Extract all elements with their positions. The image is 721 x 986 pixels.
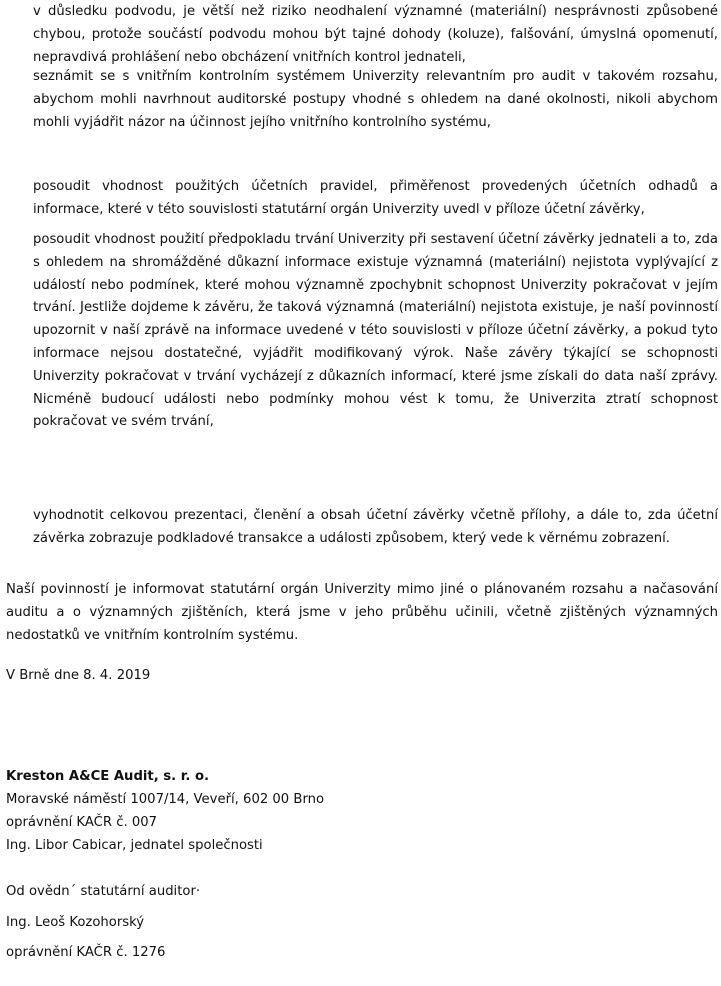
bullet-item-5: vyhodnotit celkovou prezentaci, členění a obsah účetní závěrky včetně přílohy, a dále to, zda účetní závěrka zobrazuje podkladové transakce a události způsobem, který vede k věrnému zobrazení.	[33, 508, 718, 546]
bullet-item-3: posoudit vhodnost použitých účetních pravidel, přiměřenost provedených účetních odhadů a informace, které v této souvislosti statutární orgán Univerzity uvedl v příloze účetní závěrky,	[33, 179, 718, 217]
bullet-item-1: v důsledku podvodu, je větší než riziko neodhalení významné (materiální) nesprávnosti způsobené chybou, protože součástí podvodu mohou být tajné dohody (koluze), falšování, úmyslná opomenutí, nepravdivá prohlášení nebo obcházení vnitřních kontrol jednateli,	[33, 4, 718, 65]
company-name: Kreston A&CE Audit, s. r. o.	[6, 769, 210, 784]
closing-paragraph: Naší povinností je informovat statutární orgán Univerzity mimo jiné o plánovaném rozsahu a načasování auditu a o významných zjištěních, která jsme v jeho průběhu učinili, včetně zjištěných významných nedostatků ve vnitřním kontrolním systému.	[6, 582, 718, 643]
auditor-license: oprávnění KAČR č. 1276	[6, 945, 166, 960]
representative: Ing. Libor Cabicar, jednatel společnosti	[6, 838, 263, 853]
place-date: V Brně dne 8. 4. 2019	[6, 668, 151, 683]
bullet-item-4: posoudit vhodnost použití předpokladu trvání Univerzity při sestavení účetní závěrky jednateli a to, zda s ohledem na shromážděné důkazní informace existuje významná (materiální) nejistota vyplývající z událostí nebo podmínek, které mohou významně zpochybnit schopnost Univerzity pokračovat v jejím trvání. Jestliže dojdeme k závěru, že taková významná (materiální) nejistota existuje, je naší povinností upozornit v naší zprávě na informace uvedené v této souvislosti v příloze účetní závěrky, a pokud tyto informace nejsou dostatečné, vyjádřit modifikovaný výrok. Naše závěry týkající se schopnosti Univerzity pokračovat v trvání vycházejí z důkazních informací, které jsme získali do data naší zprávy. Nicméně budoucí události nebo podmínky mohou vést k tomu, že Univerzita ztratí schopnost pokračovat ve svém trvání,	[33, 232, 718, 430]
auditor-role: Od ovědn´ statutární auditor·	[6, 884, 201, 899]
auditor-name: Ing. Leoš Kozohorský	[6, 915, 145, 930]
company-license: oprávnění KAČR č. 007	[6, 815, 158, 830]
bullet-item-2: seznámit se s vnitřním kontrolním systémem Univerzity relevantním pro audit v takovém rozsahu, abychom mohli navrhnout auditorské postupy vhodné s ohledem na dané okolnosti, nikoli abychom mohli vyjádřit názor na účinnost jejího vnitřního kontrolního systému,	[33, 69, 718, 130]
company-address: Moravské náměstí 1007/14, Veveří, 602 00 Brno	[6, 792, 325, 807]
